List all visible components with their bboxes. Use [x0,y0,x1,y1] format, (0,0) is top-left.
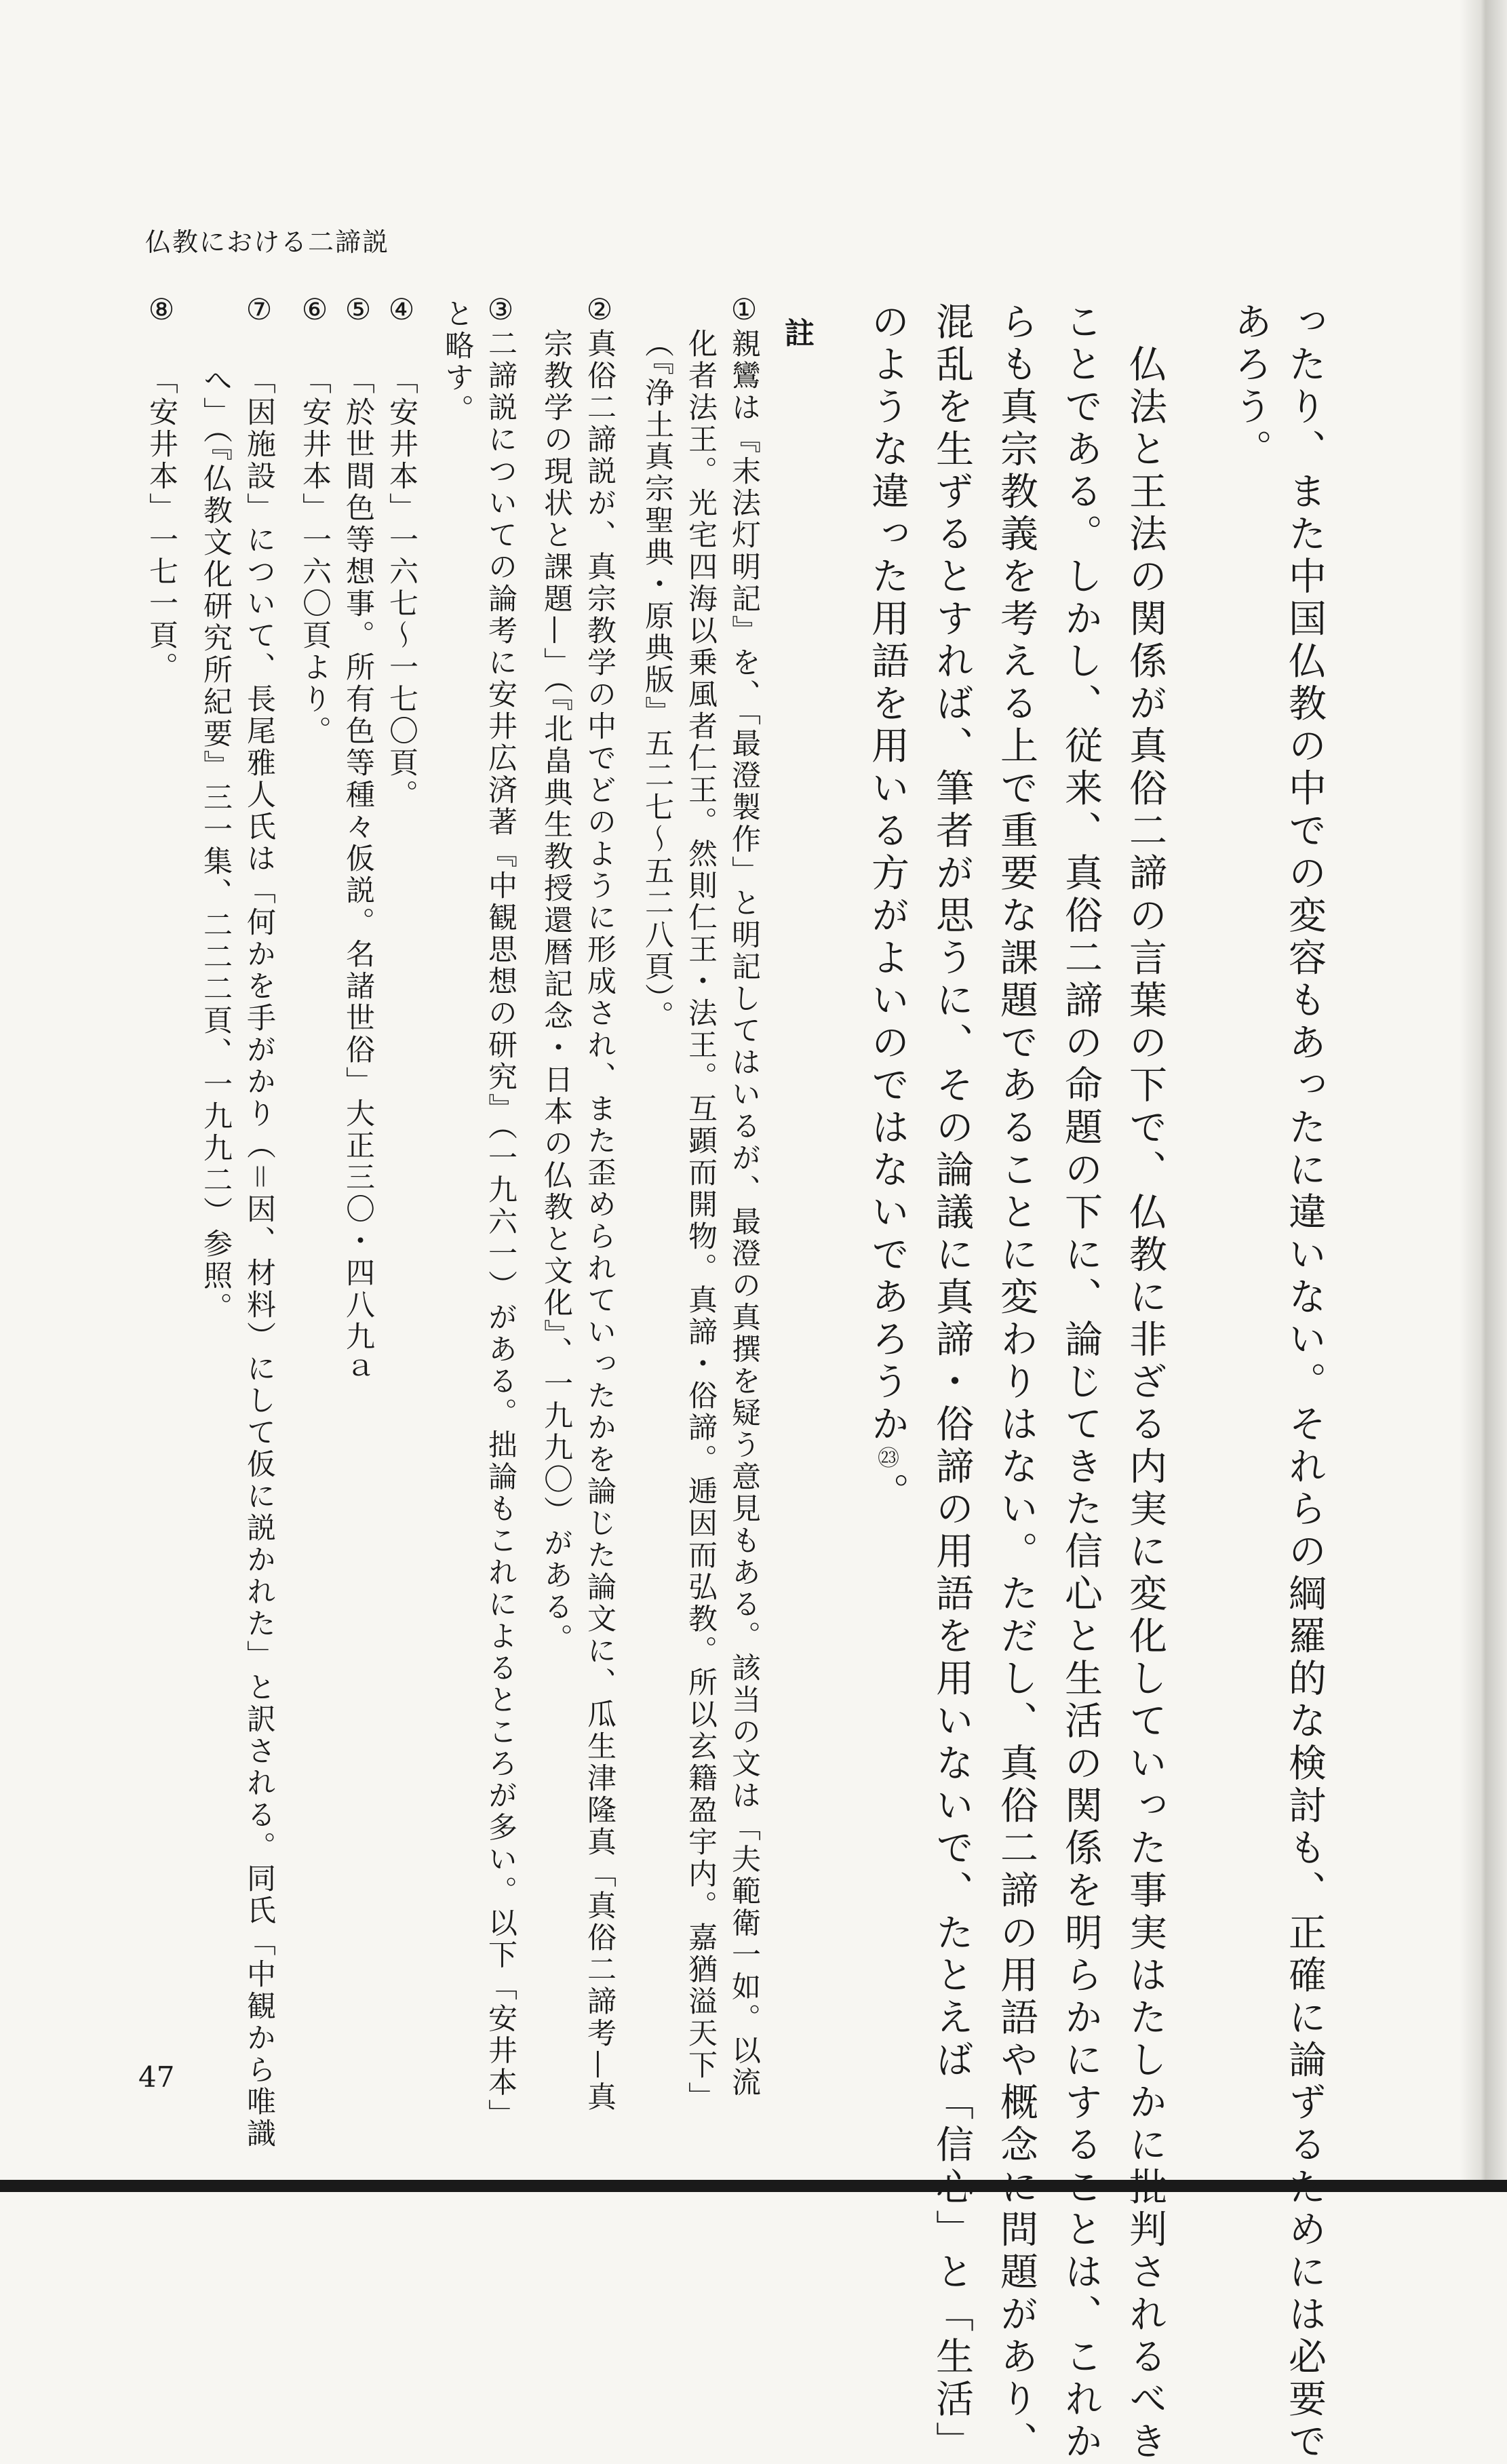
note-2-line-1: 真俗二諦説が、真宗教学の中でどのように形成され、また歪められていったかを論じた論文に、瓜生津隆真「真俗二諦考—真 [583,328,616,2113]
scan-edge-bottom [0,2180,1507,2192]
note-7-number: ⑦ [242,293,276,330]
footnote-ref-23: ㉓ [874,1446,900,1472]
body-line-5: らも真宗教義を考える上で重要な課題であることに変わりはない。ただし、真俗二諦の用語や概念に問題があり、 [994,302,1038,2464]
note-2-number: ② [583,293,616,330]
note-1-line-2: 化者法王。光宅四海以乗風者仁王。然則仁王・法王。互顕而開物。真諦・俗諦。逓因而弘教。所以玄籍盈宇内。嘉猶溢天下」 [684,328,718,2113]
page-number: 47 [138,2060,175,2094]
note-7-line-1: 「因施設」について、長尾雅人氏は「何かを手がかり（＝因、材料）にして仮に説かれた」と訳される。同氏「中観から唯識 [242,365,276,2150]
note-5-number: ⑤ [341,293,375,330]
body-line-7-end: 。 [865,1472,909,1515]
scan-edge-right [1460,0,1507,2192]
note-6-number: ⑥ [298,293,332,330]
note-6-line-1: 「安井本」一六〇頁より。 [298,365,332,747]
note-5-line-1: 「於世間色等想事。所有色等種々仮説。名諸世俗」大正三〇・四八九ａ [341,365,375,1385]
body-line-2: あろう。 [1228,302,1272,471]
note-1-line-1: 親鸞は『末法灯明記』を、「最澄製作」と明記してはいるが、最澄の真撰を疑う意見もある。該当の文は「夫範衛一如。以流 [727,328,761,2099]
note-8-number: ⑧ [144,293,178,330]
note-1-line-3: （『浄土真宗聖典・原典版』五二七〜五二八頁）。 [640,328,674,1032]
note-4-line-1: 「安井本」一六七〜一七〇頁。 [385,365,418,811]
note-3-line-1: 二諦説についての論考に安井広済著『中観思想の研究』（一九六一）がある。拙論もこれによるところが多い。以下「安井本」 [484,328,517,2131]
body-line-6: 混乱を生ずるとすれば、筆者が思うに、その論議に真諦・俗諦の用語を用いないで、たとえば「信心」と「生活」 [930,302,974,2464]
body-line-3: 仏法と王法の関係が真俗二諦の言葉の下で、仏教に非ざる内実に変化していった事実はたしかに批判されるべき [1123,302,1167,2464]
notes-heading: 註 [779,317,814,347]
note-1-number: ① [727,293,761,330]
note-3-line-2: と略す。 [440,298,474,426]
note-2-line-2: 宗教学の現状と課題—」（『北畠典生教授還暦記念・日本の仏教と文化』、一九九〇）がある。 [539,328,573,1656]
note-4-number: ④ [385,293,418,330]
body-line-1: ったり、また中国仏教の中での変容もあったに違いない。それらの綱羅的な検討も、正確に論ずるためには必要で [1283,302,1327,2464]
running-head: 仏教における二諦説 [145,227,390,257]
body-line-7 [865,302,909,1515]
body-line-7-text: のような違った用語を用いる方がよいのではないであろうか [865,302,909,1447]
note-8-line-1: 「安井本」一七一頁。 [144,365,178,684]
note-7-line-2: へ」（『仏教文化研究所紀要』三一集、二二二頁、一九九二）参照。 [199,365,233,1324]
note-3-number: ③ [484,293,517,330]
body-line-4: ことである。しかし、従来、真俗二諦の命題の下に、論じてきた信心と生活の関係を明らかにすることは、これか [1059,302,1103,2464]
